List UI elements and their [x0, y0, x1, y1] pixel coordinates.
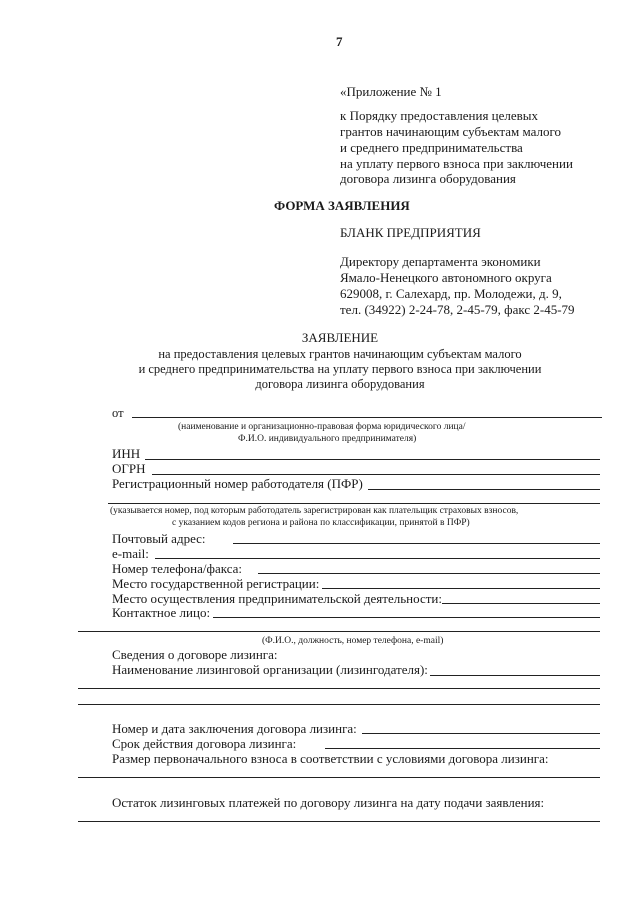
email-label: e-mail:	[112, 546, 149, 561]
pfr-note: с указанием кодов региона и района по классификации, принятой в ПФР)	[172, 518, 470, 528]
from-note: Ф.И.О. индивидуального предпринимателя)	[238, 434, 417, 444]
phone-line[interactable]	[258, 573, 600, 574]
appendix-title: «Приложение № 1	[340, 84, 442, 99]
application-title: ЗАЯВЛЕНИЕ	[301, 330, 379, 345]
contract-term-label: Срок действия договора лизинга:	[112, 736, 297, 751]
ogrn-label: ОГРН	[112, 461, 146, 476]
contact-person-line-2[interactable]	[78, 631, 600, 632]
addressee-line: тел. (34922) 2-24-78, 2-45-79, факс 2-45-79	[340, 302, 575, 317]
addressee-line: Ямало-Ненецкого автономного округа	[340, 270, 552, 285]
lessor-label: Наименование лизинговой организации (лизингодателя):	[112, 662, 428, 677]
initial-payment-line[interactable]	[78, 777, 600, 778]
contact-note: (Ф.И.О., должность, номер телефона, e-mail)	[262, 636, 444, 646]
application-subtitle: на предоставления целевых грантов начинающим субъектам малого	[158, 347, 522, 361]
appendix-line: договора лизинга оборудования	[340, 171, 516, 186]
registration-place-line[interactable]	[322, 588, 600, 589]
application-subtitle: и среднего предпринимательства на уплату первого взноса при заключении	[138, 362, 542, 376]
letterhead-label: БЛАНК ПРЕДПРИЯТИЯ	[340, 225, 481, 240]
contract-date-line[interactable]	[362, 733, 600, 734]
phone-label: Номер телефона/факса:	[112, 561, 243, 576]
appendix-line: и среднего предпринимательства	[340, 140, 523, 155]
postal-address-label: Почтовый адрес:	[112, 531, 206, 546]
inn-label: ИНН	[112, 446, 141, 461]
inn-line[interactable]	[145, 459, 600, 460]
application-subtitle: договора лизинга оборудования	[255, 377, 425, 391]
lessor-line-3[interactable]	[78, 704, 600, 705]
lessor-line[interactable]	[430, 675, 600, 676]
appendix-line: на уплату первого взноса при заключении	[340, 156, 573, 171]
initial-payment-label: Размер первоначального взноса в соответствии с условиями договора лизинга:	[112, 751, 549, 766]
pfr-line-2[interactable]	[108, 503, 600, 504]
pfr-label: Регистрационный номер работодателя (ПФР)	[112, 476, 363, 491]
leasing-info-label: Сведения о договоре лизинга:	[112, 647, 278, 662]
lessor-line-2[interactable]	[78, 688, 600, 689]
ogrn-line[interactable]	[152, 474, 600, 475]
from-label: от	[112, 406, 124, 420]
addressee-line: 629008, г. Салехард, пр. Молодежи, д. 9,	[340, 286, 562, 301]
addressee-line: Директору департамента экономики	[340, 254, 541, 269]
business-place-line[interactable]	[442, 603, 600, 604]
email-line[interactable]	[155, 558, 600, 559]
appendix-line: к Порядку предоставления целевых	[340, 108, 539, 123]
business-place-label: Место осуществления предпринимательской деятельности:	[112, 591, 442, 606]
remaining-payments-label: Остаток лизинговых платежей по договору лизинга на дату подачи заявления:	[112, 795, 545, 810]
registration-place-label: Место государственной регистрации:	[112, 576, 320, 591]
from-note: (наименование и организационно-правовая форма юридического лица/	[178, 422, 466, 432]
form-title: ФОРМА ЗАЯВЛЕНИЯ	[274, 198, 410, 213]
appendix-line: грантов начинающим субъектам малого	[340, 124, 561, 139]
contract-term-line[interactable]	[325, 748, 600, 749]
postal-address-line[interactable]	[233, 543, 600, 544]
remaining-payments-line[interactable]	[78, 821, 600, 822]
contact-person-line[interactable]	[213, 617, 600, 618]
from-line[interactable]	[132, 417, 602, 418]
contract-date-label: Номер и дата заключения договора лизинга:	[112, 721, 357, 736]
pfr-line[interactable]	[368, 489, 600, 490]
contact-person-label: Контактное лицо:	[112, 605, 211, 620]
pfr-note: (указывается номер, под которым работодатель зарегистрирован как плательщик страховых взносов,	[110, 506, 519, 516]
page-number: 7	[336, 34, 343, 49]
